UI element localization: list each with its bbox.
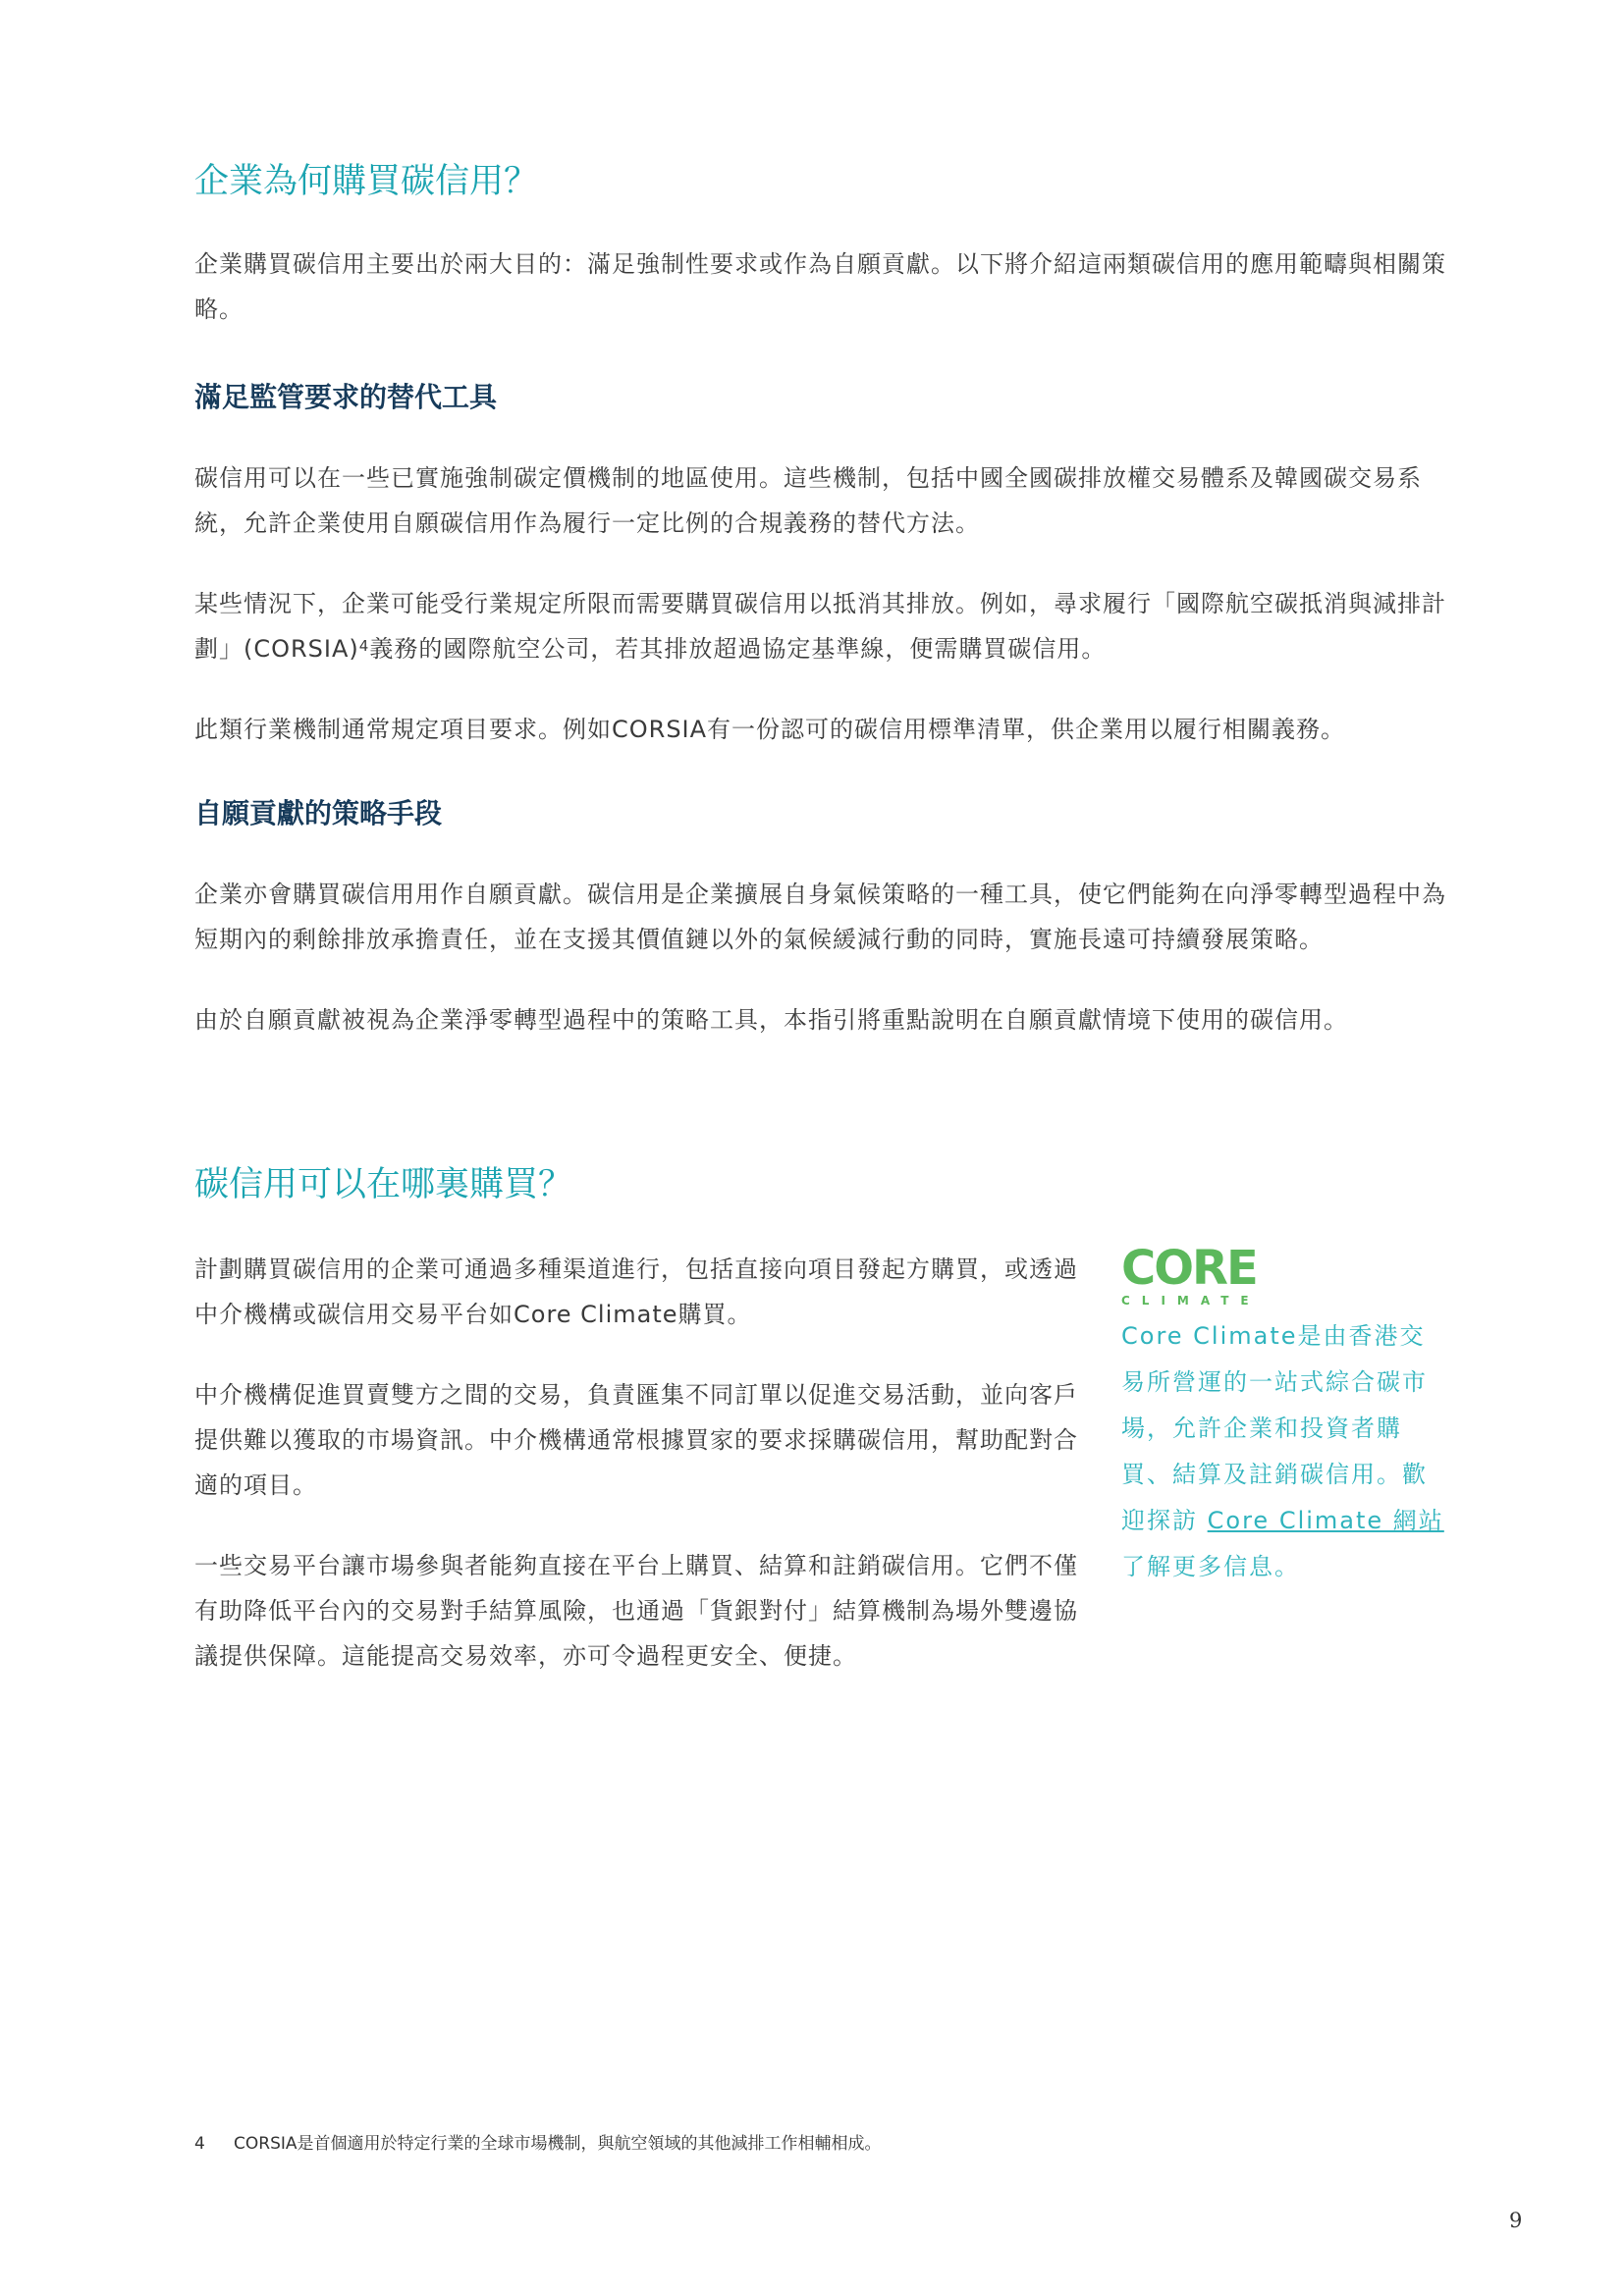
voluntary-paragraph-2: 由於自願貢獻被視為企業淨零轉型過程中的策略工具，本指引將重點說明在自願貢獻情境下使用的碳信用。 (194, 1006, 1348, 1034)
section-title-where-buy: 碳信用可以在哪裏購買？ (194, 1165, 573, 1204)
core-climate-logo (1121, 1241, 1261, 1308)
regulatory-paragraph-2-part-b: 義務的國際航空公司，若其排放超過協定基準線，便需購買碳信用。 (369, 635, 1107, 663)
section-title-why-buy: 企業為何購買碳信用？ (194, 162, 539, 201)
sidebar-description (1121, 1313, 1445, 1590)
where-paragraph-3: 一些交易平台讓市場參與者能夠直接在平台上購買、結算和註銷碳信用。它們不僅有助降低平台內的交易對手結算風險，也通過「貨銀對付」結算機制為場外雙邊協議提供保障。這能提高交易效率，亦可令過程更安全、便捷。 (194, 1552, 1078, 1670)
voluntary-paragraph-1: 企業亦會購買碳信用用作自願貢獻。碳信用是企業擴展自身氣候策略的一種工具，使它們能夠在向淨零轉型過程中為短期內的剩餘排放承擔責任，並在支援其價值鏈以外的氣候緩減行動的同時，實施長遠可持續發展策略。 (194, 881, 1446, 953)
footnote-text: CORSIA是首個適用於特定行業的全球市場機制，與航空領域的其他減排工作相輔相成。 (234, 2134, 882, 2154)
page-number: 9 (1509, 2209, 1523, 2232)
footnote (194, 2132, 882, 2156)
regulatory-paragraph-2-part-a: 某些情況下，企業可能受行業規定所限而需要購買碳信用以抵消其排放。例如，尋求履行「國際航空碳抵消與減排計劃」(CORSIA) (194, 590, 1446, 663)
where-paragraph-2: 中介機構促進買賣雙方之間的交易，負責匯集不同訂單以促進交易活動，並向客戶提供難以獲取的市場資訊。中介機構通常根據買家的要求採購碳信用，幫助配對合適的項目。 (194, 1381, 1078, 1499)
footnote-number: 4 (194, 2134, 205, 2154)
footnote-ref-4[interactable]: 4 (358, 637, 370, 655)
logo-core-text: CORE (1121, 1241, 1257, 1296)
regulatory-paragraph-1: 碳信用可以在一些已實施強制碳定價機制的地區使用。這些機制，包括中國全國碳排放權交易體系及韓國碳交易系統，允許企業使用自願碳信用作為履行一定比例的合規義務的替代方法。 (194, 464, 1422, 537)
intro-paragraph: 企業購買碳信用主要出於兩大目的：滿足強制性要求或作為自願貢獻。以下將介紹這兩類碳信用的應用範疇與相關策略。 (194, 250, 1446, 323)
subsection-title-regulatory: 滿足監管要求的替代工具 (194, 381, 498, 413)
sidebar-text-a: Core Climate是由香港交易所營運的一站式綜合碳市場，允許企業和投資者購買、結算及註銷碳信用。歡迎探訪 (1121, 1322, 1428, 1534)
regulatory-paragraph-3: 此類行業機制通常規定項目要求。例如CORSIA有一份認可的碳信用標準清單，供企業用以履行相關義務。 (194, 716, 1346, 743)
sidebar-text-b: 了解更多信息。 (1121, 1553, 1300, 1580)
regulatory-paragraph-2 (194, 581, 1451, 671)
logo-climate-text: CLIMATE (1121, 1294, 1261, 1308)
subsection-title-voluntary: 自願貢獻的策略手段 (194, 797, 443, 829)
where-paragraph-1: 計劃購買碳信用的企業可通過多種渠道進行，包括直接向項目發起方購買，或透過中介機構或碳信用交易平台如Core Climate購買。 (194, 1255, 1078, 1328)
core-climate-website-link[interactable]: Core Climate 網站 (1207, 1507, 1444, 1534)
